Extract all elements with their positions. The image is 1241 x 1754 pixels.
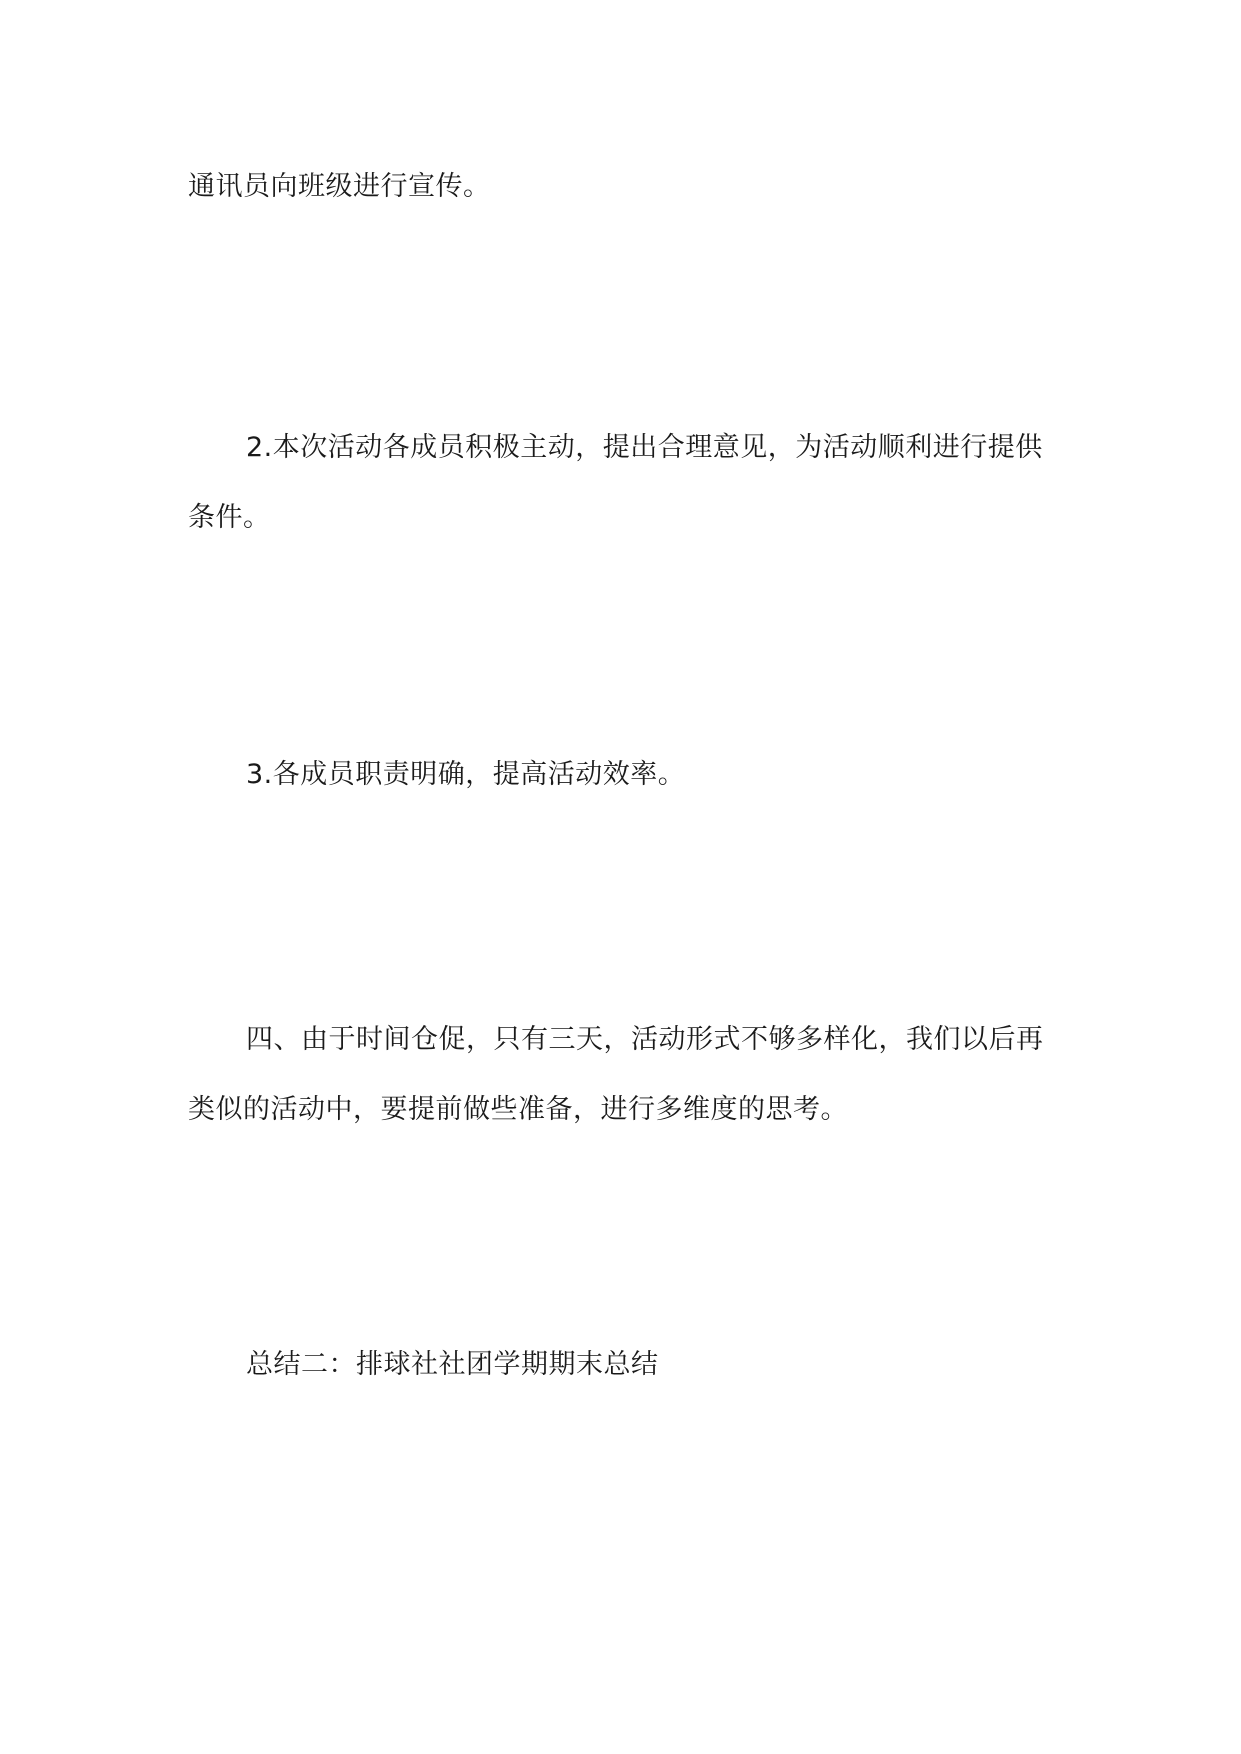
paragraph-continuation: 通讯员向班级进行宣传。 [188, 171, 491, 202]
paragraph-section-4: 四、由于时间仓促，只有三天，活动形式不够多样化，我们以后再类似的活动中，要提前做些准备，进行多维度的思考。 [188, 1024, 1044, 1125]
section-heading-summary-2: 总结二：排球社社团学期期末总结 [246, 1349, 659, 1380]
paragraph-point-2: 2.本次活动各成员积极主动，提出合理意见，为活动顺利进行提供条件。 [188, 432, 1043, 533]
paragraph-point-3: 3.各成员职责明确，提高活动效率。 [246, 759, 686, 790]
